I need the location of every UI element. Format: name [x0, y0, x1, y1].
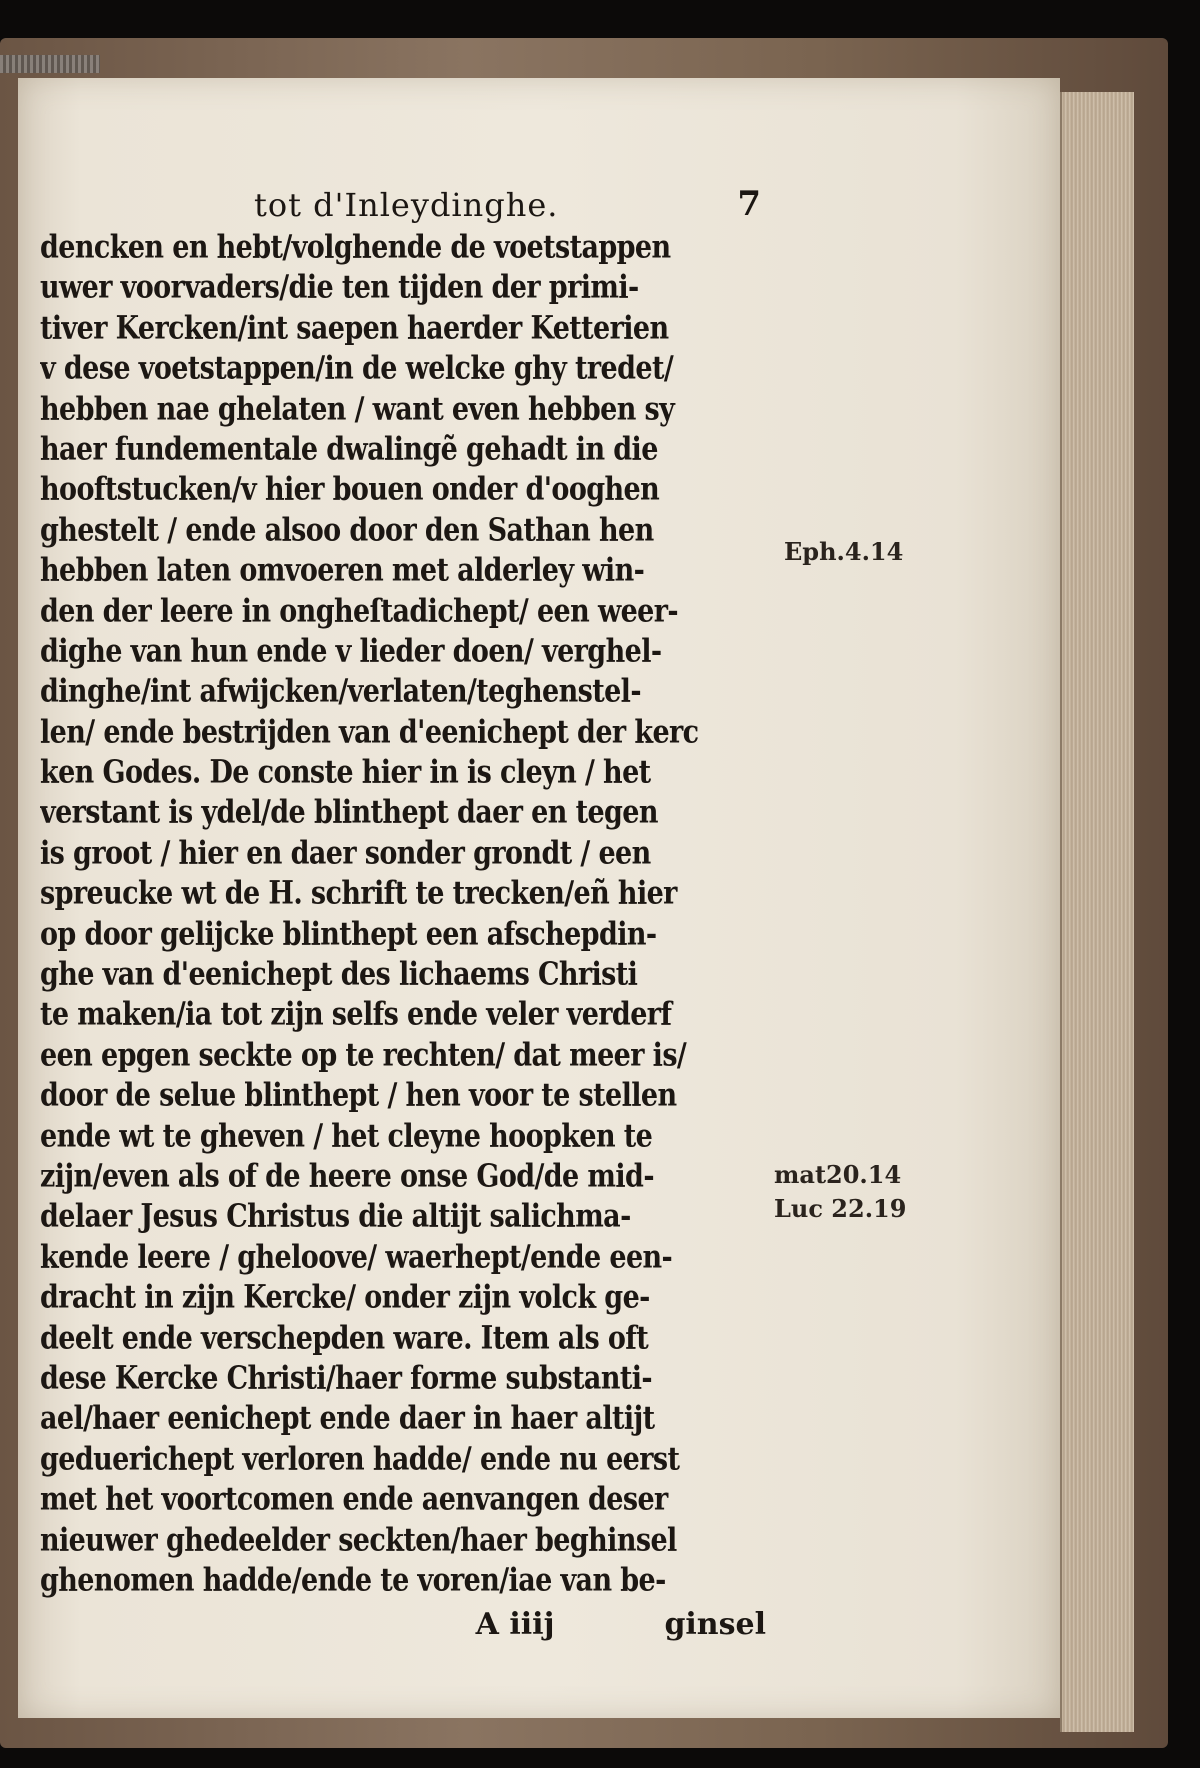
text-line: ken Godes. De conste hier in is cleyn / het [40, 754, 651, 791]
page-edges [1060, 92, 1134, 1732]
text-line: te maken/ia tot zijn selfs ende veler verderf [40, 996, 672, 1034]
text-block [40, 180, 780, 1642]
signature-mark: A iiij [475, 1607, 555, 1643]
text-line: geduerichept verloren hadde/ ende nu eerst [40, 1440, 680, 1478]
text-line: is groot / hier en daer sonder grondt / een [40, 834, 651, 872]
page-footer [40, 1607, 780, 1642]
text-line: hebben laten omvoeren met alderley win- [40, 552, 645, 589]
text-line: dighe van hun ende v lieder doen/ verghel- [40, 632, 662, 670]
text-line: met het voortcomen ende aenvangen deser [40, 1481, 668, 1518]
text-line: v dese voetstappen/in de welcke ghy tredet/ [40, 350, 674, 387]
margin-note-mat: mat20.14 [774, 1160, 902, 1189]
text-line: op door gelijcke blinthept een afschepdin- [40, 915, 657, 953]
text-line: ende wt te gheven / het cleyne hoopken te [40, 1117, 653, 1155]
text-line: ael/haer eenichept ende daer in haer altijt [40, 1400, 655, 1437]
text-line: ghestelt / ende alsoo door den Sathan hen [40, 511, 654, 549]
spine-binding [0, 55, 100, 73]
text-line: zijn/even als of de heere onse God/de mid- [40, 1158, 654, 1195]
margin-note-luc: Luc 22.19 [774, 1194, 907, 1223]
text-line: door de selue blinthept / hen voor te stellen [40, 1077, 677, 1114]
text-line: haer fundementale dwalingẽ gehadt in die [40, 431, 658, 468]
text-line: spreucke wt de H. schrift te trecken/eñ hier [40, 875, 677, 912]
margin-note-eph: Eph.4.14 [784, 537, 904, 566]
text-line: dencken en hebt/volghende de voetstappen [40, 229, 671, 266]
text-line: verstant is ydel/de blinthept daer en tegen [40, 794, 658, 832]
body-text [40, 228, 780, 1601]
page-header [40, 180, 780, 224]
text-line: een epgen seckte op te rechten/ dat meer is/ [40, 1036, 687, 1074]
catchword: ginsel [664, 1607, 766, 1643]
text-line: nieuwer ghedeelder seckten/haer beghinsel [40, 1521, 677, 1559]
text-line: tiver Kercken/int saepen haerder Ketterien [40, 309, 669, 347]
text-line: dinghe/int afwijcken/verlaten/teghenstel- [40, 673, 641, 710]
text-line: delaer Jesus Christus die altijt salichma- [40, 1198, 631, 1236]
text-line: uwer voorvaders/die ten tijden der primi- [40, 269, 639, 307]
text-line: hebben nae ghelaten / want even hebben sy [40, 390, 675, 428]
text-line: dracht in zijn Kercke/ onder zijn volck ge- [40, 1279, 650, 1316]
page-number: 7 [737, 184, 762, 224]
text-line: len/ ende bestrijden van d'eenichept der kerc [40, 713, 699, 751]
text-line: dese Kercke Christi/haer forme substanti- [40, 1360, 652, 1397]
text-line: hooftstucken/v hier bouen onder d'ooghen [40, 471, 660, 509]
text-line: ghe van d'eenichept des lichaems Christi [40, 956, 638, 993]
text-line: ghenomen hadde/ende te voren/iae van be- [40, 1561, 666, 1599]
running-head: tot d'Inleydinghe. [254, 186, 559, 224]
text-line: kende leere / gheloove/ waerhept/ende een- [40, 1238, 673, 1276]
text-line: deelt ende verschepden ware. Item als oft [40, 1319, 649, 1357]
text-line: den der leere in ongheſtadichept/ een weer- [40, 592, 678, 630]
